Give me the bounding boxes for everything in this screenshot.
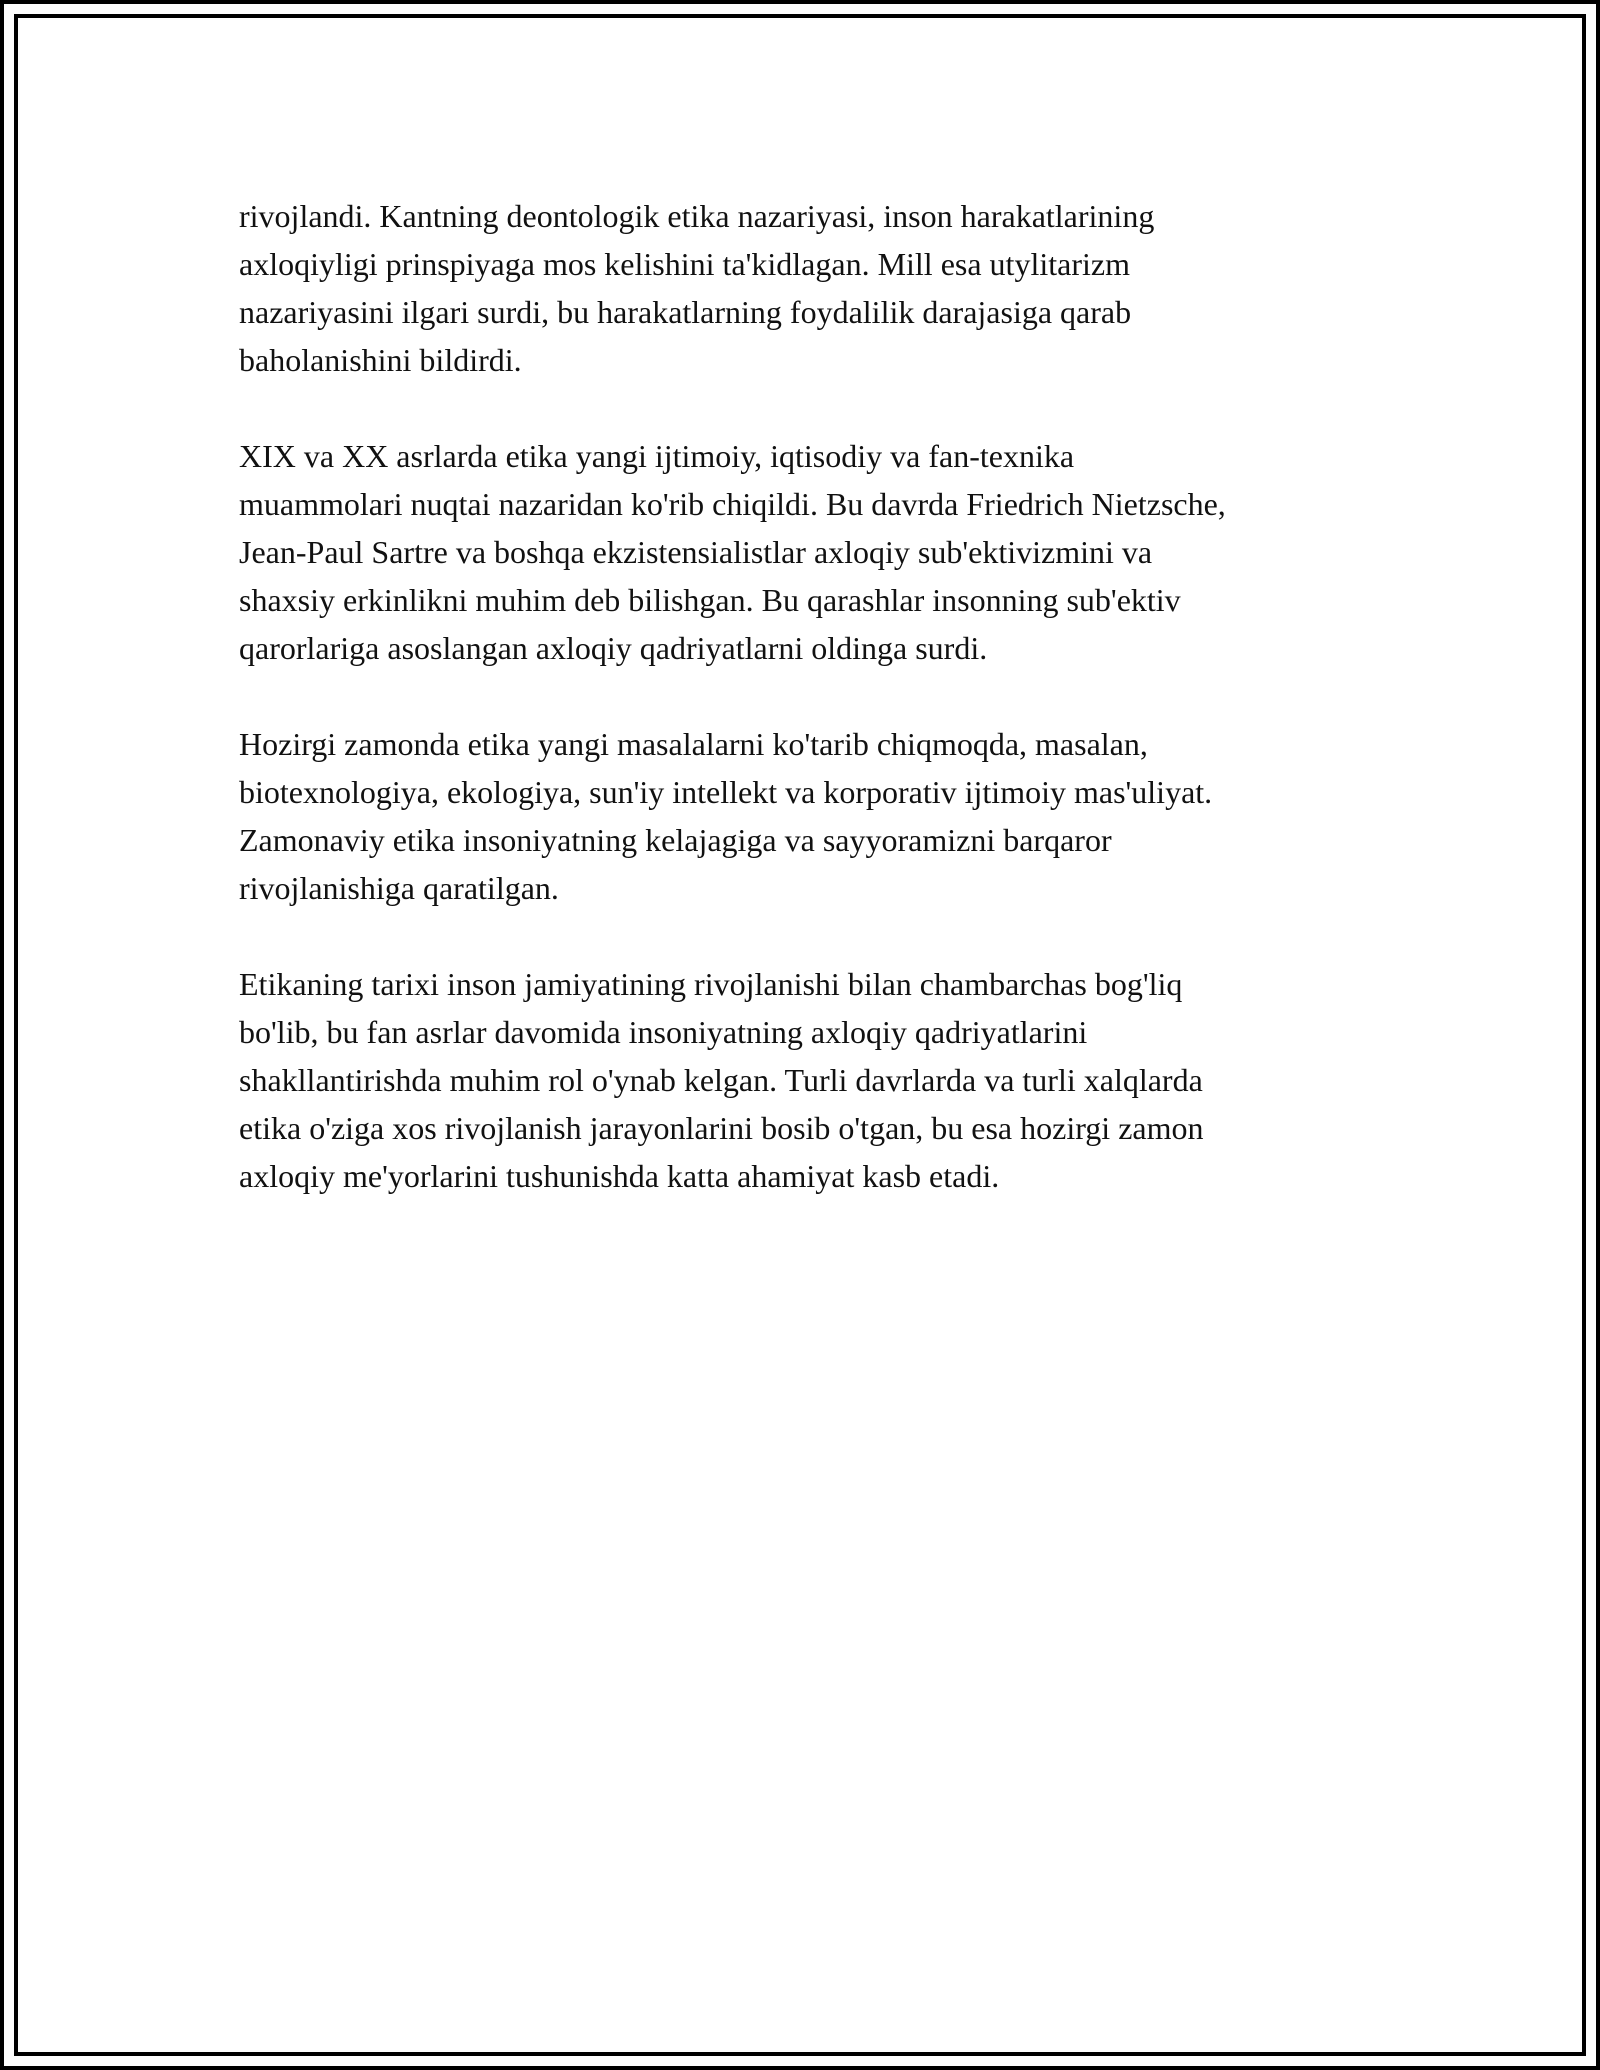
paragraph: XIX va XX asrlarda etika yangi ijtimoiy, iqtisodiy va fan-texnika muammolari nuqtai nazaridan ko'rib chiqildi. Bu davrda Friedrich Nietzsche, Jean-Paul Sartre va boshqa ekzistensialistlar axloqiy sub'ektivizmini va shaxsiy erkinlikni muhim deb bilishgan. Bu qarashlar insonning sub'ektiv qarorlariga asoslangan axloqiy qadriyatlarni oldinga surdi. xyxy=(239,438,1226,666)
paragraph: rivojlandi. Kantning deontologik etika nazariyasi, inson harakatlarining axloqiyligi prinspiyaga mos kelishini ta'kidlagan. Mill esa utylitarizm nazariyasini ilgari surdi, bu harakatlarning foydalilik darajasiga qarab baholanishini bildirdi. xyxy=(239,198,1155,378)
document-body xyxy=(239,192,1389,1248)
paragraph: Etikaning tarixi inson jamiyatining rivojlanishi bilan chambarchas bog'liq bo'lib, bu fan asrlar davomida insoniyatning axloqiy qadriyatlarini shakllantirishda muhim rol o'ynab kelgan. Turli davrlarda va turli xalqlarda etika o'ziga xos rivojlanish jarayonlarini bosib o'tgan, bu esa hozirgi zamon axloqiy me'yorlarini tushunishda katta ahamiyat kasb etadi. xyxy=(239,966,1204,1194)
paragraph: Hozirgi zamonda etika yangi masalalarni ko'tarib chiqmoqda, masalan, biotexnologiya, ekologiya, sun'iy intellekt va korporativ ijtimoiy mas'uliyat. Zamonaviy etika insoniyatning kelajagiga va sayyoramizni barqaror rivojlanishiga qaratilgan. xyxy=(239,726,1213,906)
